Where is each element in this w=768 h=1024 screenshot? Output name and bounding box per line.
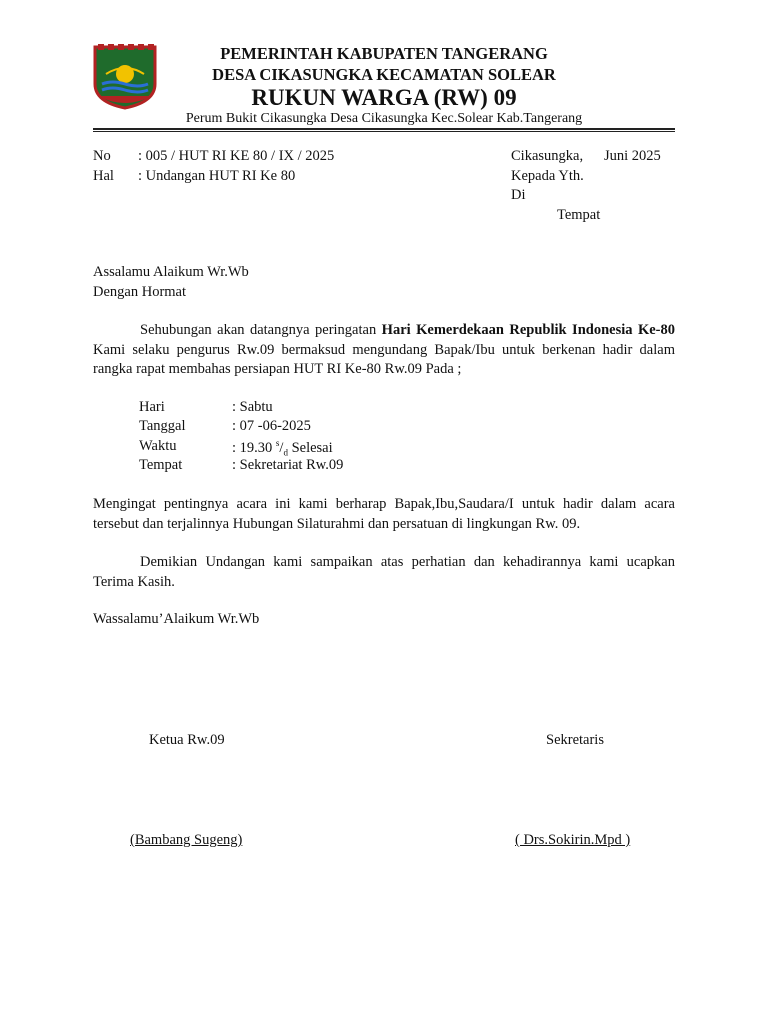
intro-text-start: Sehubungan akan datangnya peringatan (140, 322, 382, 338)
header-village: DESA CIKASUNGKA KECAMATAN SOLEAR (212, 65, 556, 84)
detail-tanggal-label: Tanggal (139, 418, 186, 434)
detail-tempat-value: : Sekretariat Rw.09 (232, 457, 344, 473)
recipient-di: Di (511, 187, 526, 203)
header-rule-thin (93, 131, 675, 132)
paragraph-importance: Mengingat pentingnya acara ini kami berharap Bapak,Ibu,Saudara/I untuk hadir dalam acara tersebut dan terjalinnya Hubungan Silaturahmi dan persatuan di lingkungan Rw. 09. (93, 496, 675, 532)
greeting-hormat: Dengan Hormat (93, 284, 187, 300)
header-government: PEMERINTAH KABUPATEN TANGERANG (220, 44, 548, 63)
paragraph-closing: Demikian Undangan kami sampaikan atas perhatian dan kehadirannya kami ucapkan Terima Kasih. (93, 554, 675, 590)
header-rw: RUKUN WARGA (RW) 09 (251, 85, 517, 110)
signature-right-name: ( Drs.Sokirin.Mpd ) (515, 832, 631, 848)
detail-waktu-value: : 19.30 $^s/_d$ Selesai (232, 438, 333, 458)
hal-value: : Undangan HUT RI Ke 80 (138, 168, 296, 184)
signature-right-title: Sekretaris (546, 732, 604, 748)
hal-label: Hal (93, 168, 114, 184)
detail-waktu-label: Waktu (139, 438, 177, 454)
no-label: No (93, 148, 111, 164)
letter-place: Cikasungka, (511, 148, 584, 164)
intro-text-bold: Hari Kemerdekaan Republik Indonesia Ke-80 (381, 322, 675, 338)
detail-tempat-label: Tempat (139, 457, 183, 473)
paragraph-intro (93, 321, 675, 380)
letter-date: Juni 2025 (604, 148, 661, 164)
recipient-kepada: Kepada Yth. (511, 168, 584, 184)
intro-text-end: Kami selaku pengurus Rw.09 bermaksud mengundang Bapak/Ibu untuk berkenan hadir dalam rangka rapat membahas persiapan HUT RI Ke-80 Rw.09 Pada ; (93, 341, 675, 377)
no-value: : 005 / HUT RI KE 80 / IX / 2025 (138, 148, 335, 164)
greeting-salam: Assalamu Alaikum Wr.Wb (93, 264, 249, 280)
signature-left-title: Ketua Rw.09 (149, 732, 225, 748)
signature-left-name: (Bambang Sugeng) (130, 832, 243, 848)
closing-salam: Wassalamu’Alaikum Wr.Wb (93, 611, 260, 627)
header-address: Perum Bukit Cikasungka Desa Cikasungka Kec.Solear Kab.Tangerang (185, 111, 583, 126)
detail-hari-value: : Sabtu (232, 399, 273, 415)
detail-tanggal-value: : 07 -06-2025 (232, 418, 311, 434)
header-rule-thick (93, 128, 675, 130)
detail-hari-label: Hari (139, 399, 165, 415)
recipient-tempat: Tempat (557, 207, 601, 223)
